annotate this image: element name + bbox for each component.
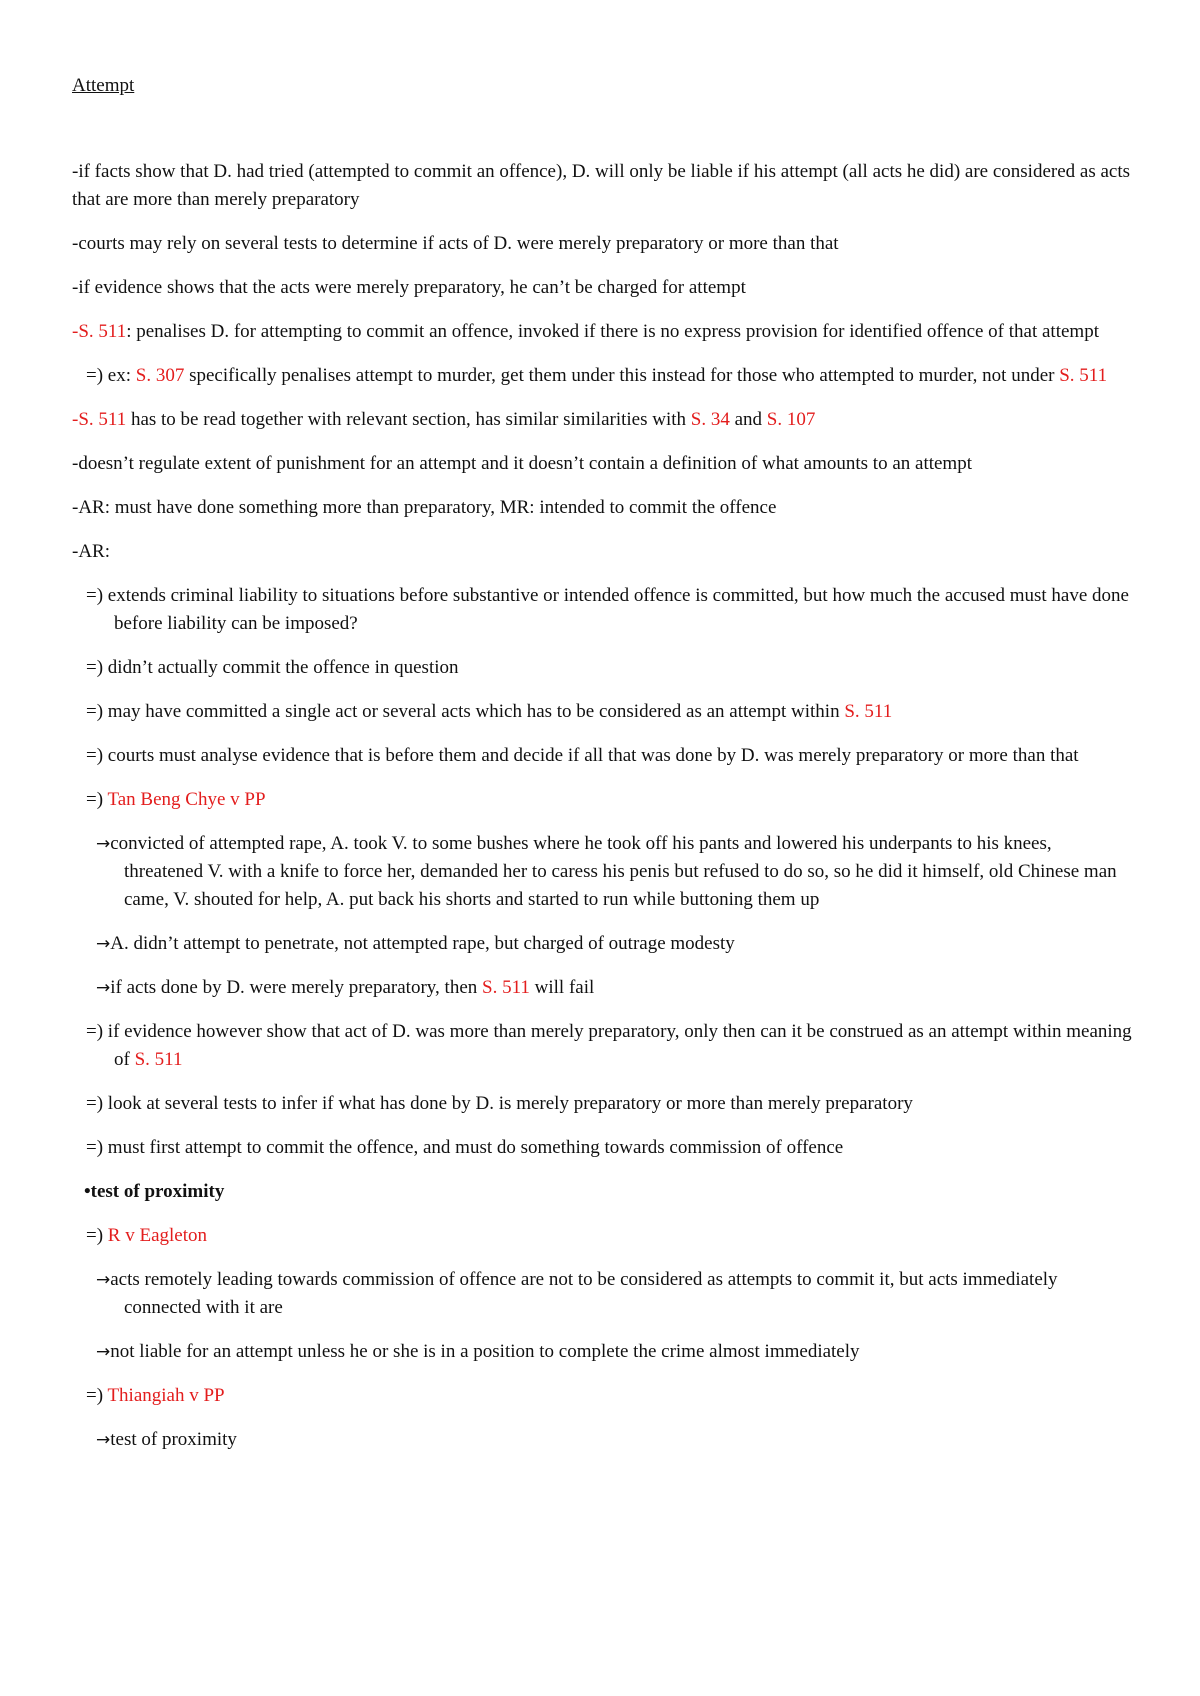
- paragraph-read-together: [72, 406, 1132, 434]
- sub-list-item: [96, 974, 1132, 1002]
- text-fragment: not liable for an attempt unless he or she is in a position to complete the crime almost immediately: [110, 1341, 860, 1362]
- heading-text: test of proximity: [90, 1181, 225, 1202]
- list-item: =) must first attempt to commit the offence, and must do something towards commission of offence: [86, 1137, 844, 1158]
- list-item: =) didn’t actually commit the offence in question: [86, 657, 459, 678]
- document-title: Attempt: [72, 75, 135, 96]
- section-reference: S. 511: [844, 701, 893, 722]
- arrow-icon: →: [96, 934, 111, 954]
- text-fragment: : penalises D. for attempting to commit an offence, invoked if there is no express provision for identified offence of that attempt: [126, 321, 1099, 342]
- section-reference: S. 511: [1059, 365, 1108, 386]
- text-fragment: test of proximity: [110, 1429, 237, 1450]
- arrow-icon: →: [96, 1430, 111, 1450]
- list-item: [86, 1382, 1132, 1410]
- text-fragment: =) if evidence however show that act of D. was more than merely preparatory, only then can it be construed as an attempt within meaning of: [86, 1021, 1132, 1070]
- document-body: [72, 72, 1132, 1470]
- paragraph-tests: -courts may rely on several tests to determine if acts of D. were merely preparatory or more than that: [72, 233, 839, 254]
- list-item: [86, 1018, 1132, 1074]
- text-fragment: =) ex:: [86, 365, 136, 386]
- text-fragment: -: [72, 321, 79, 342]
- text-fragment: A. didn’t attempt to penetrate, not attempted rape, but charged of outrage modesty: [110, 933, 735, 954]
- text-fragment: =): [86, 1225, 108, 1246]
- sub-list-item: [96, 1426, 1132, 1454]
- text-fragment: convicted of attempted rape, A. took V. to some bushes where he took off his pants and lowered his underpants to his knees, threatened V. with a knife to force her, demanded her to caress his penis but refused to do so, so he did it himself, old Chinese man came, V. shouted for help, A. put back his shorts and started to run while buttoning them up: [110, 833, 1117, 910]
- sub-list-item: [96, 930, 1132, 958]
- list-item: [86, 786, 1132, 814]
- section-heading-proximity: [84, 1178, 1132, 1206]
- list-item: [86, 362, 1132, 390]
- paragraph-punishment: -doesn’t regulate extent of punishment for an attempt and it doesn’t contain a definition of what amounts to an attempt: [72, 453, 972, 474]
- section-reference: S. 107: [766, 409, 816, 430]
- list-item: [86, 698, 1132, 726]
- sub-list-item: [96, 1266, 1132, 1322]
- text-fragment: -: [72, 409, 79, 430]
- arrow-icon: →: [96, 1270, 111, 1290]
- text-fragment: =): [86, 789, 108, 810]
- section-reference: S. 34: [690, 409, 730, 430]
- list-item: =) extends criminal liability to situations before substantive or intended offence is committed, but how much the accused must have done before liability can be imposed?: [86, 585, 1129, 634]
- list-item: =) courts must analyse evidence that is before them and decide if all that was done by D. was merely preparatory or more than that: [86, 745, 1079, 766]
- section-reference: S. 307: [135, 365, 185, 386]
- arrow-icon: →: [96, 1342, 111, 1362]
- list-item: =) look at several tests to infer if what has done by D. is merely preparatory or more than merely preparatory: [86, 1093, 913, 1114]
- case-reference: Tan Beng Chye v PP: [107, 789, 266, 810]
- list-item: [86, 1222, 1132, 1250]
- arrow-icon: →: [96, 834, 111, 854]
- text-fragment: will fail: [529, 977, 595, 998]
- text-fragment: =): [86, 1385, 108, 1406]
- text-fragment: specifically penalises attempt to murder, get them under this instead for those who attempted to murder, not under: [184, 365, 1060, 386]
- text-fragment: has to be read together with relevant section, has similar similarities with: [126, 409, 691, 430]
- paragraph-ar-heading: -AR:: [72, 541, 110, 562]
- text-fragment: acts remotely leading towards commission of offence are not to be considered as attempts to commit it, but acts immediately connected with it are: [110, 1269, 1058, 1318]
- text-fragment: and: [729, 409, 767, 430]
- section-reference: S. 511: [78, 321, 127, 342]
- section-reference: S. 511: [134, 1049, 183, 1070]
- bullet-icon: •: [84, 1181, 91, 1202]
- sub-list-item: [96, 830, 1132, 914]
- arrow-icon: →: [96, 978, 111, 998]
- paragraph-ar-mr: -AR: must have done something more than preparatory, MR: intended to commit the offence: [72, 497, 777, 518]
- case-reference: R v Eagleton: [107, 1225, 207, 1246]
- sub-list-item: [96, 1338, 1132, 1366]
- case-reference: Thiangiah v PP: [107, 1385, 225, 1406]
- section-reference: S. 511: [78, 409, 127, 430]
- text-fragment: if acts done by D. were merely preparatory, then: [110, 977, 483, 998]
- paragraph-liability: -if facts show that D. had tried (attempted to commit an offence), D. will only be liable if his attempt (all acts he did) are considered as acts that are more than merely preparatory: [72, 161, 1131, 210]
- paragraph-s511: [72, 318, 1132, 346]
- paragraph-preparatory: -if evidence shows that the acts were merely preparatory, he can’t be charged for attempt: [72, 277, 746, 298]
- text-fragment: =) may have committed a single act or several acts which has to be considered as an attempt within: [86, 701, 845, 722]
- section-reference: S. 511: [482, 977, 530, 998]
